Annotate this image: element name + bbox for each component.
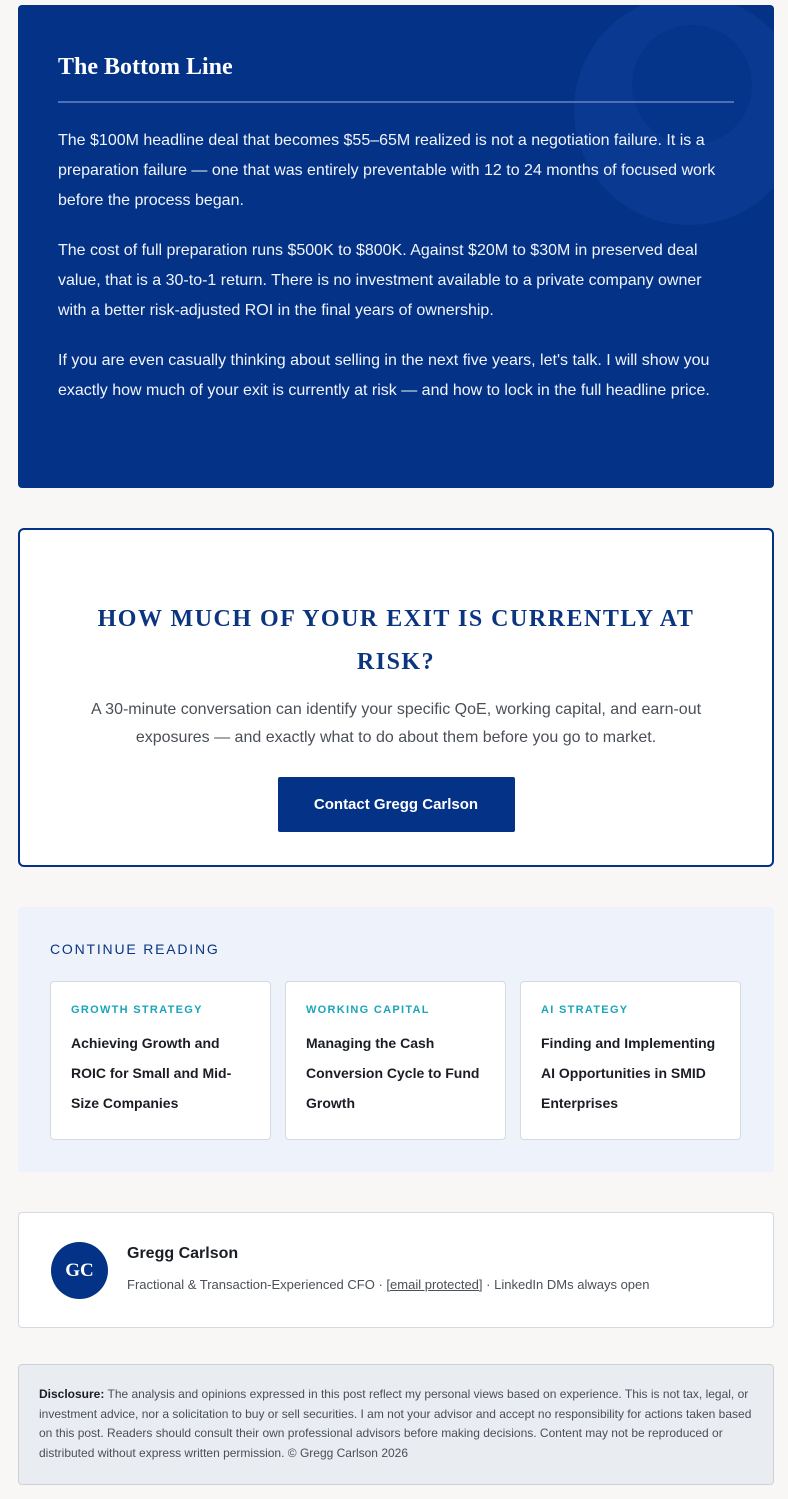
author-name: Gregg Carlson: [127, 1245, 239, 1262]
disclosure-text: The analysis and opinions expressed in this post reflect my personal views based on experience. This is not tax, legal, or investment advice, nor a solicitation to buy or sell securities. I am not your advisor and accept no responsibility for actions taken based on this post. Readers should consult their own professional advisors before making decisions. Content may not be reproduced or distributed without express written permission. © Gregg Carlson 2026: [39, 1387, 752, 1460]
author-box: [18, 1212, 774, 1328]
author-meta: [127, 1277, 649, 1292]
meta-separator: ·: [486, 1277, 491, 1292]
author-email-link[interactable]: [email protected]: [386, 1277, 483, 1292]
disclosure-box: [18, 1364, 774, 1485]
card-tag: GROWTH STRATEGY: [71, 1004, 203, 1016]
bottom-line-title: The Bottom Line: [58, 53, 734, 103]
article-card-working-capital[interactable]: [285, 981, 506, 1140]
bottom-line-paragraph-1: The $100M headline deal that becomes $55–65M realized is not a negotiation failure. It is a preparation failure — one that was entirely preventable with 12 to 24 months of focused work before the process began.: [58, 132, 716, 209]
cta-description: A 30-minute conversation can identify your specific QoE, working capital, and earn-out exposures — and exactly what to do about them before you go to market.: [90, 701, 702, 746]
bottom-line-paragraph-3: If you are even casually thinking about selling in the next five years, let's talk. I will show you exactly how much of your exit is currently at risk — and how to lock in the full headline price.: [58, 352, 710, 399]
card-tag: WORKING CAPITAL: [306, 1004, 430, 1016]
cta-section: [18, 528, 774, 867]
author-role: Fractional & Transaction-Experienced CFO: [127, 1277, 375, 1292]
continue-reading-heading: CONTINUE READING: [50, 941, 220, 957]
contact-button[interactable]: Contact Gregg Carlson: [278, 777, 515, 832]
meta-separator: ·: [378, 1277, 383, 1292]
card-tag: AI STRATEGY: [541, 1004, 629, 1016]
article-card-ai-strategy[interactable]: [520, 981, 741, 1140]
card-title[interactable]: Achieving Growth and ROIC for Small and Mid-Size Companies: [71, 1035, 232, 1111]
avatar: GC: [51, 1242, 108, 1299]
bottom-line-section: [18, 5, 774, 488]
bottom-line-paragraph-2: The cost of full preparation runs $500K to $800K. Against $20M to $30M in preserved deal value, that is a 30-to-1 return. There is no investment available to a private company owner with a better risk-adjusted ROI in the final years of ownership.: [58, 242, 702, 319]
cta-title: HOW MUCH OF YOUR EXIT IS CURRENTLY AT RISK?: [97, 606, 695, 675]
card-title[interactable]: Finding and Implementing AI Opportunities in SMID Enterprises: [541, 1035, 716, 1111]
continue-reading-section: [18, 907, 774, 1172]
article-card-growth-strategy[interactable]: [50, 981, 271, 1140]
card-title[interactable]: Managing the Cash Conversion Cycle to Fund Growth: [306, 1035, 480, 1111]
disclosure-label: Disclosure:: [39, 1387, 105, 1401]
author-linkedin-note: LinkedIn DMs always open: [494, 1277, 650, 1292]
